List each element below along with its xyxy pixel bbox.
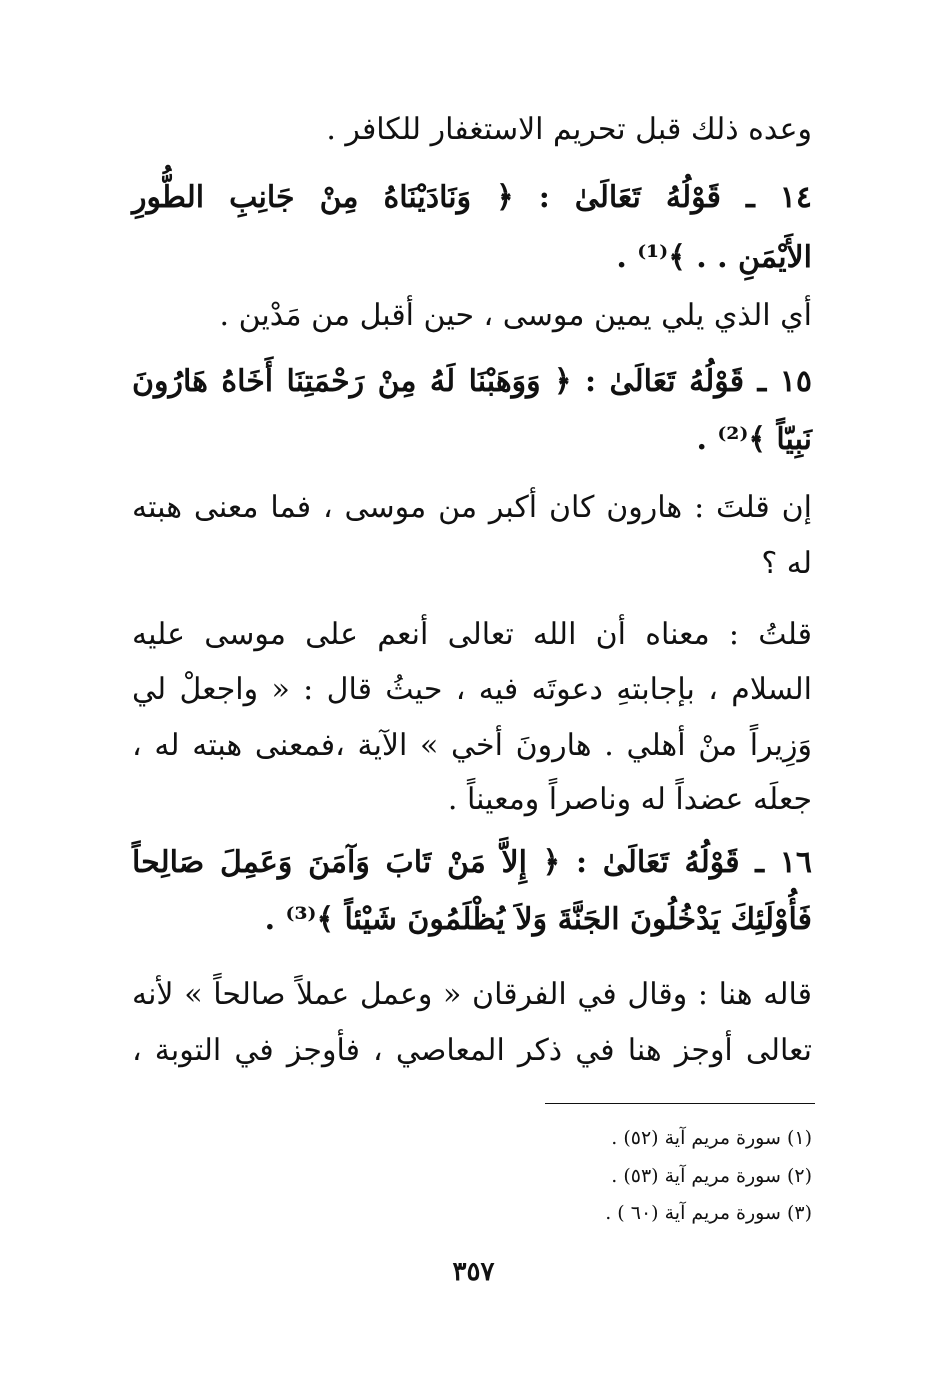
footnote-1: (١) سورة مريم آية (٥٢) .: [611, 1127, 812, 1149]
verse-16-line-2: فَأُوْلَئِكَ يَدْخُلُونَ الجَنَّةَ وَلاَ يُظْلَمُونَ شَيْئاً ﴾⁽³⁾ .: [264, 902, 812, 937]
verse-16-line-1: ١٦ ـ قَوْلُهُ تَعَالَىٰ : ﴿ إِلاَّ مَنْ تَابَ وَآمَنَ وَعَمِلَ صَالِحاً: [132, 845, 812, 880]
verse-14-line-2: الأَيْمَنِ . . ﴾⁽¹⁾ .: [616, 240, 812, 275]
answer-line-2: السلام ، بإجابتهِ دعوتَه فيه ، حيثُ قال : « واجعلْ لي: [132, 672, 812, 707]
question-line-1: إن قلتَ : هارون كان أكبر من موسى ، فما معنى هبته: [132, 490, 812, 525]
verse-15-line-2: نَبِيّاً ﴾⁽²⁾ .: [696, 422, 812, 457]
footnote-separator: [545, 1103, 815, 1104]
question-line-2: له ؟: [761, 546, 812, 581]
page-number: ٣٥٧: [452, 1257, 495, 1287]
commentary-line-2: تعالى أوجز هنا في ذكر المعاصي ، فأوجز في التوبة ،: [132, 1033, 812, 1068]
text-line-4: أي الذي يلي يمين موسى ، حين أقبل من مَدْين .: [219, 298, 812, 333]
footnote-3: (٣) سورة مريم آية (٦٠ ) .: [605, 1202, 812, 1224]
text-line-1: وعده ذلك قبل تحريم الاستغفار للكافر .: [326, 112, 812, 147]
answer-line-4: جعلَه عضداً له وناصراً ومعيناً .: [447, 782, 812, 817]
footnote-2: (٢) سورة مريم آية (٥٣) .: [611, 1165, 812, 1187]
answer-line-3: وَزِيراً منْ أهلي . هارونَ أخي » الآية ،فمعنى هبته له ،: [132, 728, 812, 763]
verse-15-line-1: ١٥ ـ قَوْلُهُ تَعَالَىٰ : ﴿ وَوَهَبْنَا لَهُ مِنْ رَحْمَتِنَا أَخَاهُ هَارُونَ: [132, 364, 812, 399]
answer-line-1: قلتُ : معناه أن الله تعالى أنعم على موسى عليه: [132, 617, 812, 652]
verse-14-line-1: ١٤ ـ قَوْلُهُ تَعَالَىٰ : ﴿ وَنَادَيْنَاهُ مِنْ جَانِبِ الطُّورِ: [132, 180, 812, 215]
commentary-line-1: قاله هنا : وقال في الفرقان « وعمل عملاً صالحاً » لأنه: [132, 977, 812, 1012]
